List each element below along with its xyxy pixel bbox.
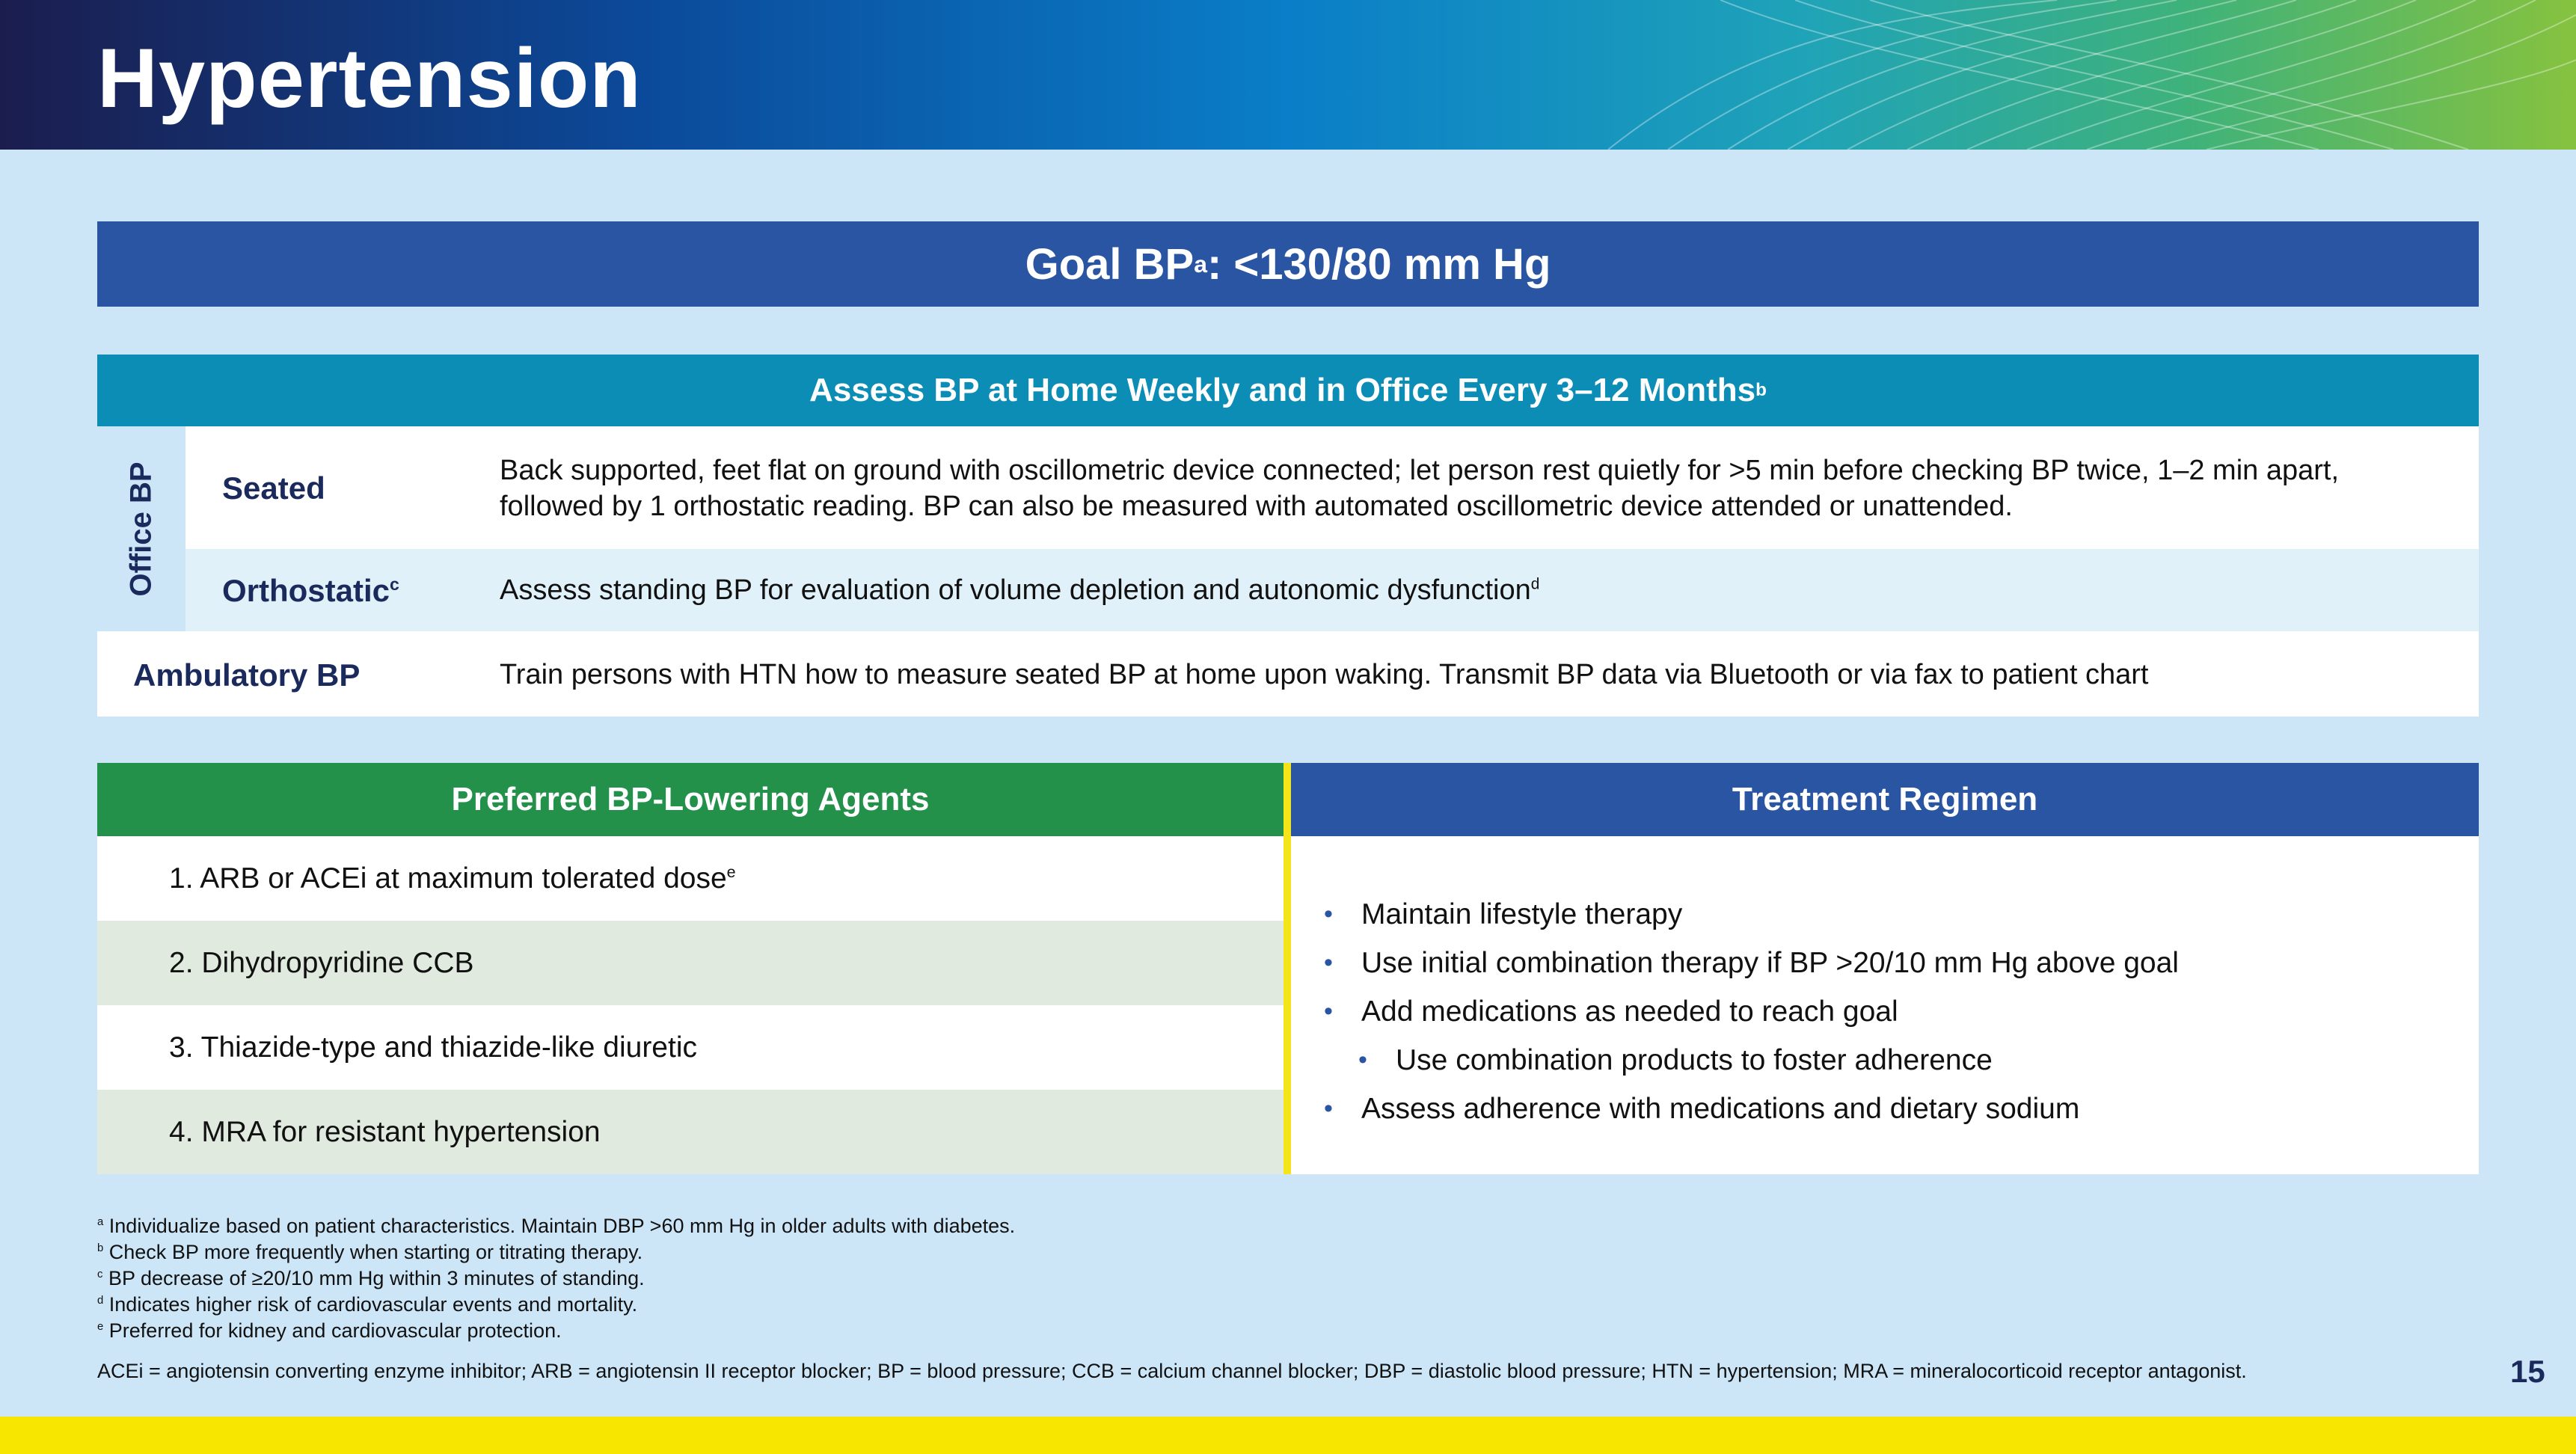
abbreviations: ACEi = angiotensin converting enzyme inhibitor; ARB = angiotensin II receptor blocker; BP = blood pressure; CCB = calcium channel blocker; DBP = diastolic blood pressure; HTN = hypertension; MRA = mineralocorticoid receptor antagonist. — [97, 1360, 2247, 1382]
measurement-label: Seated — [222, 470, 325, 506]
goal-bp-value: : <130/80 mm Hg — [1206, 239, 1551, 289]
regimen-header: Treatment Regimen — [1291, 763, 2479, 836]
agent-item: 3. Thiazide-type and thiazide-like diuretic — [97, 1005, 1284, 1090]
footnote: $^d$ Indicates higher risk of cardiovascular events and mortality. — [97, 1293, 638, 1316]
measurement-description: Assess standing BP for evaluation of volume depletion and autonomic dysfunction$^d$ — [500, 574, 1540, 606]
bullet-icon: • — [1324, 1094, 1333, 1123]
column-divider — [1284, 763, 1291, 1174]
regimen-list — [1321, 890, 2179, 1133]
goal-bp-banner: Goal BP a : <130/80 mm Hg — [97, 221, 2479, 307]
measurement-description: Back supported, feet flat on ground with oscillometric device connected; let person rest quietly for >5 min before checking BP twice, 1–2 min apart, followed by 1 orthostatic reading. BP can also be measured with automated oscillometric device attended or unattended. — [500, 455, 2339, 522]
footnote: $^c$ BP decrease of ≥20/10 mm Hg within 3 minutes of standing. — [97, 1267, 645, 1289]
regimen-item: • Use initial combination therapy if BP >20/10 mm Hg above goal — [1321, 939, 2179, 987]
goal-bp-text: Goal BP — [1025, 239, 1195, 289]
assess-bp-text: Assess BP at Home Weekly and in Office Every 3–12 Months — [809, 372, 1756, 408]
measurement-row-seated — [97, 426, 2479, 549]
regimen-item: • Assess adherence with medications and dietary sodium — [1321, 1085, 2179, 1133]
measurement-label: Ambulatory BP — [133, 657, 361, 693]
regimen-item: • Add medications as needed to reach goal — [1321, 987, 2179, 1036]
footnote: $^b$ Check BP more frequently when starting or titrating therapy. — [97, 1241, 643, 1263]
footnotes — [97, 1213, 1015, 1344]
measurement-row-orthostatic — [97, 549, 2479, 631]
treatment-regimen-panel — [1291, 836, 2479, 1174]
bullet-icon: • — [1324, 948, 1333, 977]
bullet-icon: • — [1358, 1046, 1367, 1074]
office-bp-label-cell — [97, 426, 185, 631]
office-bp-label: Office BP — [124, 461, 158, 597]
agent-item: 1. ARB or ACEi at maximum tolerated dose$^e$ — [97, 836, 1284, 921]
bullet-icon: • — [1324, 900, 1333, 928]
regimen-subitem: • Use combination products to foster adherence — [1321, 1036, 2179, 1085]
bullet-icon: • — [1324, 997, 1333, 1025]
agent-item: 4. MRA for resistant hypertension — [97, 1090, 1284, 1174]
measurement-label: Orthostatic$^c$ — [222, 573, 399, 608]
measurement-description: Train persons with HTN how to measure seated BP at home upon waking. Transmit BP data via Bluetooth or via fax to patient chart — [500, 659, 2149, 690]
header-banner — [0, 0, 2576, 150]
footnote: $^a$ Individualize based on patient characteristics. Maintain DBP >60 mm Hg in older adults with diabetes. — [97, 1215, 1016, 1237]
assess-bp-banner: Assess BP at Home Weekly and in Office Every 3–12 Months b — [97, 355, 2479, 426]
measurement-row-ambulatory — [97, 631, 2479, 717]
bottom-band — [0, 1417, 2576, 1454]
page-title: Hypertension — [97, 31, 642, 125]
page-number: 15 — [2510, 1354, 2545, 1389]
agent-item: 2. Dihydropyridine CCB — [97, 921, 1284, 1005]
agents-header: Preferred BP-Lowering Agents — [97, 763, 1284, 836]
footnote: $^e$ Preferred for kidney and cardiovascular protection. — [97, 1319, 562, 1342]
regimen-item: • Maintain lifestyle therapy — [1321, 890, 2179, 939]
